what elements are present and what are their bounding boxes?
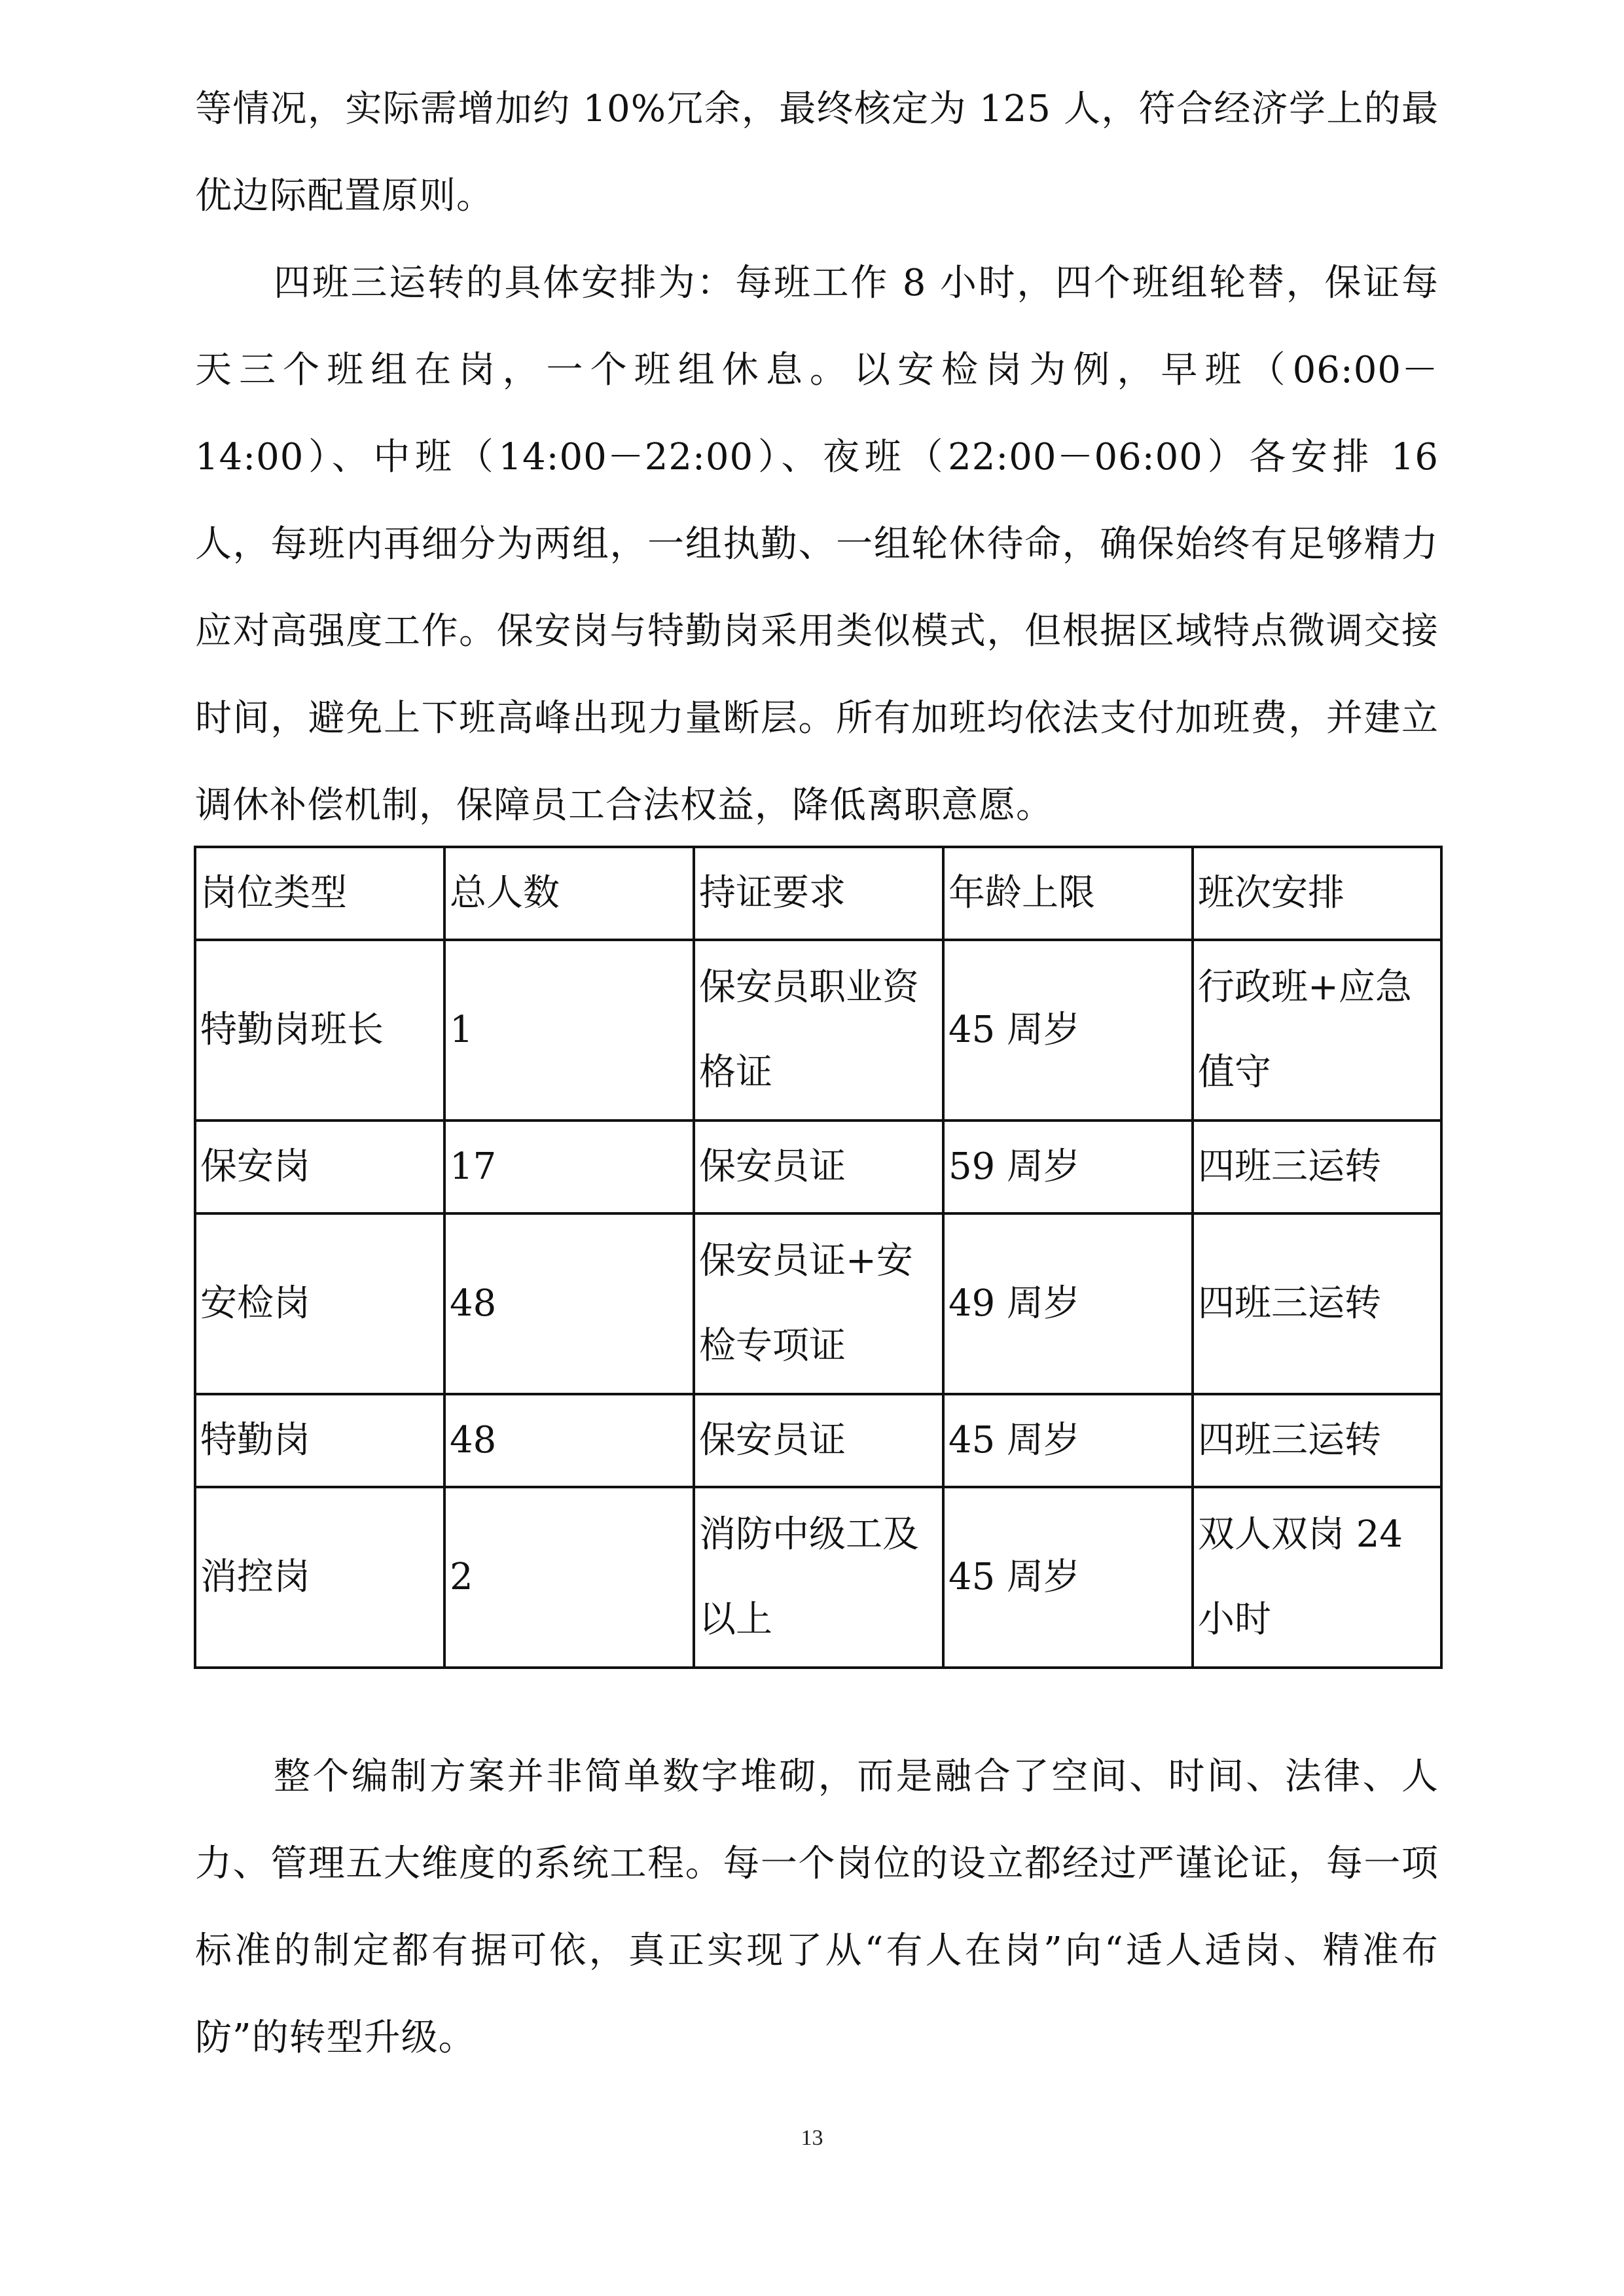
cell-post-type: 特勤岗 — [195, 1394, 444, 1487]
cell-age-limit: 45 周岁 — [943, 1394, 1193, 1487]
table-row — [195, 940, 1441, 1121]
paragraph-staffing-conclusion: 等情况，实际需增加约 10%冗余，最终核定为 125 人，符合经济学上的最优边际配置原则。 — [195, 88, 1439, 217]
header-headcount: 总人数 — [444, 847, 694, 940]
cell-age-limit: 45 周岁 — [943, 940, 1193, 1121]
cell-certificate: 保安员职业资格证 — [694, 940, 943, 1121]
cell-shift: 行政班+应急值守 — [1193, 940, 1441, 1121]
cell-shift: 双人双岗 24 小时 — [1193, 1487, 1441, 1668]
cell-certificate: 消防中级工及以上 — [694, 1487, 943, 1668]
cell-certificate: 保安员证 — [694, 1394, 943, 1487]
cell-age-limit: 59 周岁 — [943, 1121, 1193, 1213]
header-post-type: 岗位类型 — [195, 847, 444, 940]
staffing-table — [194, 846, 1443, 1669]
cell-age-limit: 45 周岁 — [943, 1487, 1193, 1668]
cell-headcount: 48 — [444, 1394, 694, 1487]
header-certificate: 持证要求 — [694, 847, 943, 940]
table-row — [195, 1394, 1441, 1487]
paragraph-summary: 整个编制方案并非简单数字堆砌，而是融合了空间、时间、法律、人力、管理五大维度的系统工程。每一个岗位的设立都经过严谨论证，每一项标准的制定都有据可依，真正实现了从“有人在岗”向“适人适岗、精准布防”的转型升级。 — [195, 1755, 1439, 2059]
table-header-row — [195, 847, 1441, 940]
cell-certificate: 保安员证+安检专项证 — [694, 1213, 943, 1394]
cell-shift: 四班三运转 — [1193, 1213, 1441, 1394]
page-number: 13 — [801, 2126, 823, 2150]
cell-post-type: 安检岗 — [195, 1213, 444, 1394]
table-row — [195, 1487, 1441, 1668]
cell-age-limit: 49 周岁 — [943, 1213, 1193, 1394]
header-age-limit: 年龄上限 — [943, 847, 1193, 940]
header-shift: 班次安排 — [1193, 847, 1441, 940]
cell-post-type: 消控岗 — [195, 1487, 444, 1668]
cell-shift: 四班三运转 — [1193, 1394, 1441, 1487]
cell-headcount: 1 — [444, 940, 694, 1121]
table-row — [195, 1121, 1441, 1213]
cell-headcount: 2 — [444, 1487, 694, 1668]
cell-certificate: 保安员证 — [694, 1121, 943, 1213]
cell-headcount: 17 — [444, 1121, 694, 1213]
paragraph-shift-arrangement: 四班三运转的具体安排为：每班工作 8 小时，四个班组轮替，保证每天三个班组在岗，一个班组休息。以安检岗为例，早班（06:00－14:00）、中班（14:00－22:00）、夜班（22:00－06:00）各安排 16 人，每班内再细分为两组，一组执勤、一组轮休待命，确保始终有足够精力应对高强度工作。保安岗与特勤岗采用类似模式，但根据区域特点微调交接时间，避免上下班高峰出现力量断层。所有加班均依法支付加班费，并建立调休补偿机制，保障员工合法权益，降低离职意愿。 — [195, 262, 1439, 827]
cell-post-type: 保安岗 — [195, 1121, 444, 1213]
cell-shift: 四班三运转 — [1193, 1121, 1441, 1213]
table-row — [195, 1213, 1441, 1394]
cell-headcount: 48 — [444, 1213, 694, 1394]
cell-post-type: 特勤岗班长 — [195, 940, 444, 1121]
